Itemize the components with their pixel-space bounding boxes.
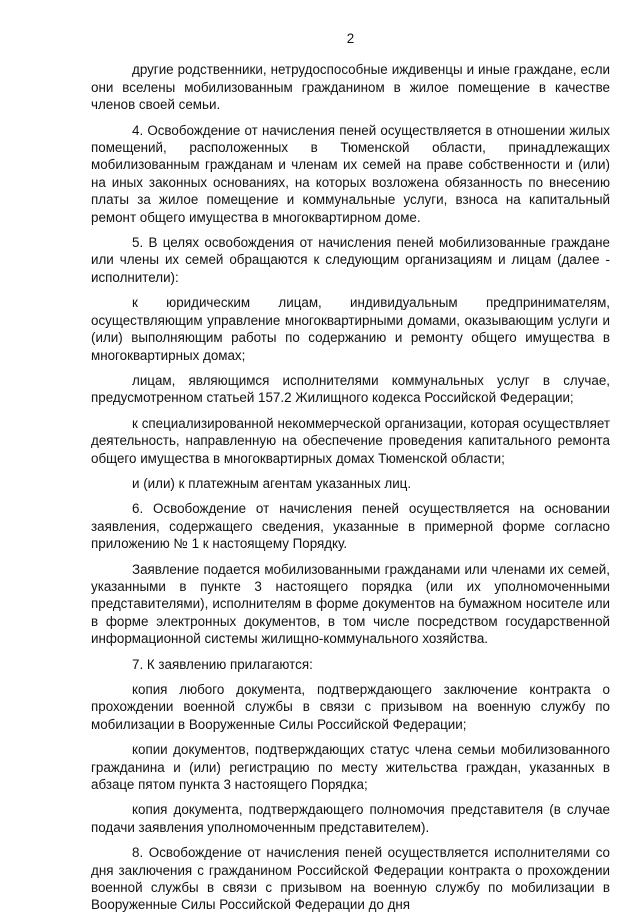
paragraph-contract-copy: копия любого документа, подтверждающего заключение контракта о прохождении военной службы в связи с призывом на военную службу по мобилизации в Вооруженные Силы Российской Федерации; bbox=[91, 682, 610, 732]
paragraph-application-submission: Заявление подается мобилизованными гражданами или членами их семей, указанными в пункте 3 настоящего порядка (или их уполномоченными представителями), исполнителям в форме документов на бумажном носителе или в форме электронных документов, в том числе посредством государственной информационной системы жилищно-коммунального хозяйства. bbox=[91, 561, 610, 647]
paragraph-item-8: 8. Освобождение от начисления пеней осуществляется исполнителями со дня заключения с гражданином Российской Федерации контракта о прохождении военной службы в связи с призывом на военную службу по мобилизации в Вооруженные Силы Российской Федерации до дня bbox=[91, 845, 610, 913]
paragraph-payment-agents: и (или) к платежным агентам указанных лиц. bbox=[132, 475, 412, 491]
paragraph-utility-providers: лицам, являющимся исполнителями коммунальных услуг в случае, предусмотренном статьей 157.2 Жилищного кодекса Российской Федерации; bbox=[91, 372, 610, 406]
page-number: 2 bbox=[346, 31, 355, 46]
paragraph-item-5: 5. В целях освобождения от начисления пеней мобилизованные граждане или члены их семей обращаются к следующим организациям и лицам (далее - исполнители): bbox=[91, 235, 610, 285]
paragraph-nonprofit-organization: к специализированной некоммерческой организации, которая осуществляет деятельность, направленную на обеспечение проведения капитального ремонта общего имущества в многоквартирных домах Тюменской области; bbox=[91, 415, 610, 466]
paragraph-family-status-copies: копии документов, подтверждающих статус члена семьи мобилизованного гражданина и (или) регистрацию по месту жительства граждан, указанных в абзаце пятом пункта 3 настоящего Порядка; bbox=[91, 742, 610, 793]
paragraph-item-7: 7. К заявлению прилагаются: bbox=[132, 656, 313, 672]
paragraph-item-6: 6. Освобождение от начисления пеней осуществляется на основании заявления, содержащего сведения, указанные в примерной форме согласно приложению № 1 к настоящему Порядку. bbox=[91, 501, 610, 552]
paragraph-representative-copy: копия документа, подтверждающего полномочия представителя (в случае подачи заявления уполномоченным представителем). bbox=[91, 802, 610, 835]
paragraph-item-4: 4. Освобождение от начисления пеней осуществляется в отношении жилых помещений, расположенных в Тюменской области, принадлежащих мобилизованным гражданам и членам их семей на праве собственности и (или) на иных законных основаниях, на которых возложена обязанность по внесению платы за жилое помещение и коммунальные услуги, взноса на капитальный ремонт общего имущества в многоквартирном доме. bbox=[91, 122, 610, 225]
paragraph-legal-entities: к юридическим лицам, индивидуальным предпринимателям, осуществляющим управление многоквартирными домами, оказывающим услуги и (или) выполняющим работы по содержанию и ремонту общего имущества в многоквартирных домах; bbox=[91, 295, 610, 363]
paragraph-relatives: другие родственники, нетрудоспособные иждивенцы и иные граждане, если они вселены мобилизованным гражданином в жилое помещение в качестве членов своей семьи. bbox=[91, 62, 610, 113]
